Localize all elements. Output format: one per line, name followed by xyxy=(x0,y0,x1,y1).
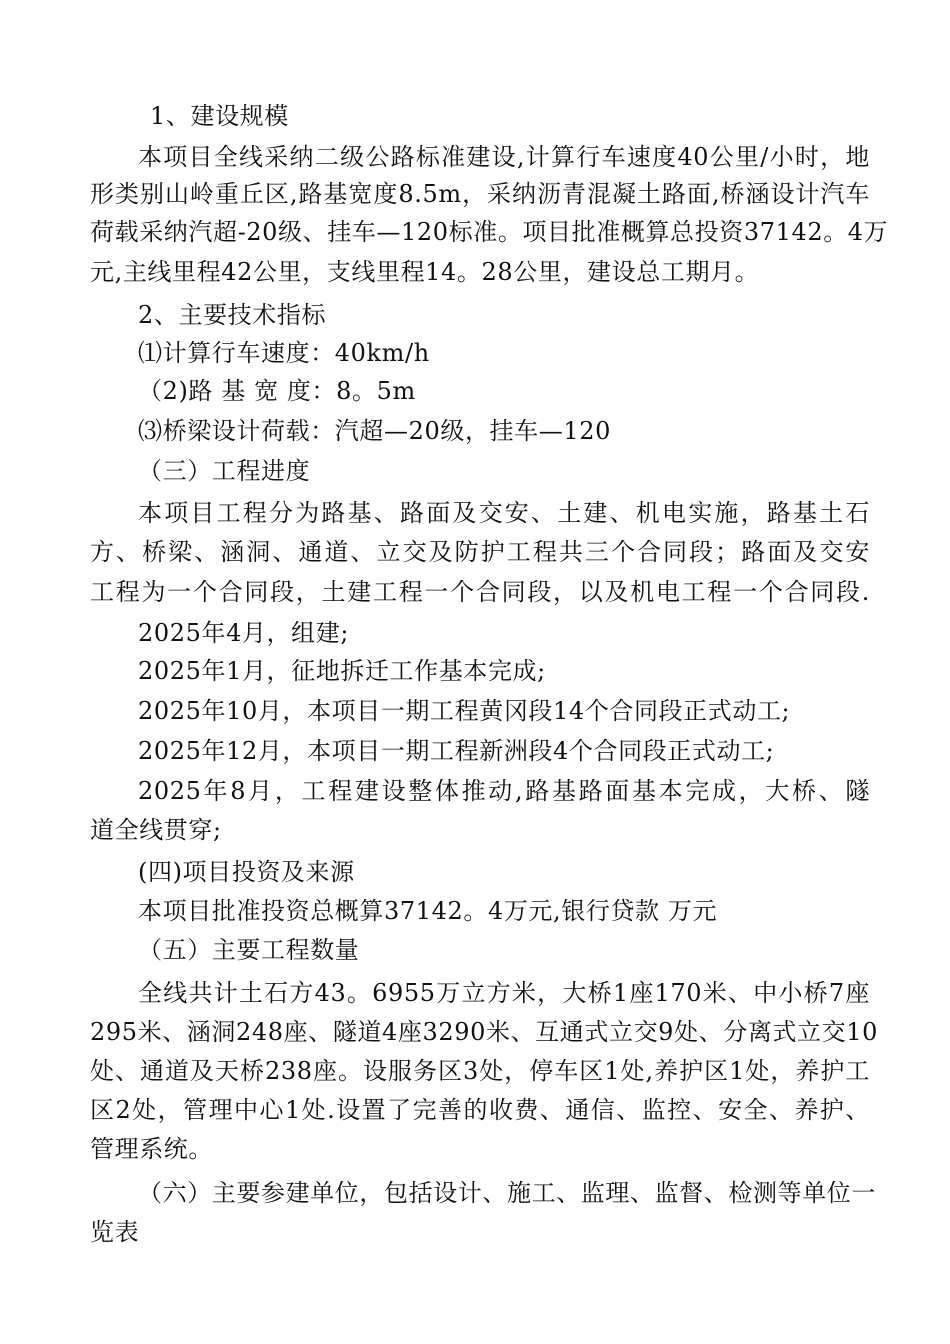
paragraph-line: 全线共计土石方43。6955万立方米，大桥1座170米、中小桥7座 xyxy=(138,979,870,1007)
paragraph-line: 295米、涵洞248座、隧道4座3290米、互通式立交9处、分离式立交10 xyxy=(90,1018,878,1046)
indicator-item: ⑴计算行车速度：40km/h xyxy=(138,339,430,367)
timeline-item: 2025年8月，工程建设整体推动,路基路面基本完成，大桥、隧 xyxy=(138,777,870,805)
timeline-item: 道全线贯穿; xyxy=(90,816,222,844)
section-heading-scale: 1、建设规模 xyxy=(150,102,289,130)
section-heading-quantities: （五）主要工程数量 xyxy=(138,936,360,964)
timeline-item: 2025年10月，本项目一期工程黄冈段14个合同段正式动工; xyxy=(138,697,791,725)
section-heading-progress: （三）工程进度 xyxy=(138,457,311,485)
paragraph-line: 区2处，管理中心1处.设置了完善的收费、通信、监控、安全、养护、 xyxy=(90,1096,870,1124)
section-heading-investment: (四)项目投资及来源 xyxy=(138,858,355,886)
paragraph-line: 本项目批准投资总概算37142。4万元,银行贷款 万元 xyxy=(138,897,718,925)
indicator-item: （2)路 基 宽 度：8。5m xyxy=(138,377,416,405)
section-heading-indicators: 2、主要技术指标 xyxy=(138,301,327,329)
paragraph-line: 本项目工程分为路基、路面及交安、土建、机电实施，路基土石 xyxy=(138,499,870,527)
paragraph-line: 荷载采纳汽超-20级、挂车—120标准。项目批准概算总投资37142。4万 xyxy=(90,218,889,246)
timeline-item: 2025年1月，征地拆迁工作基本完成; xyxy=(138,657,546,685)
paragraph-line: 览表 xyxy=(90,1218,140,1246)
paragraph-line: 工程为一个合同段，土建工程一个合同段，以及机电工程一个合同段. xyxy=(90,578,870,606)
paragraph-line: 本项目全线采纳二级公路标准建设,计算行车速度40公里/小时，地 xyxy=(138,143,870,171)
paragraph-line: 元,主线里程42公里，支线里程14。28公里，建设总工期月。 xyxy=(90,258,760,286)
paragraph-line: 处、通道及天桥238座。设服务区3处，停车区1处,养护区1处，养护工 xyxy=(90,1057,870,1085)
timeline-item: 2025年12月，本项目一期工程新洲段4个合同段正式动工; xyxy=(138,737,775,765)
timeline-item: 2025年4月，组建; xyxy=(138,619,350,647)
section-heading-participants: （六）主要参建单位，包括设计、施工、监理、监督、检测等单位一 xyxy=(138,1179,876,1207)
indicator-item: ⑶桥梁设计荷载：汽超—20级，挂车—120 xyxy=(138,417,611,445)
paragraph-line: 方、桥梁、涵洞、通道、立交及防护工程共三个合同段；路面及交安 xyxy=(90,538,870,566)
paragraph-line: 管理系统。 xyxy=(90,1135,213,1163)
paragraph-line: 形类别山岭重丘区,路基宽度8.5m，采纳沥青混凝土路面,桥涵设计汽车 xyxy=(90,180,870,208)
